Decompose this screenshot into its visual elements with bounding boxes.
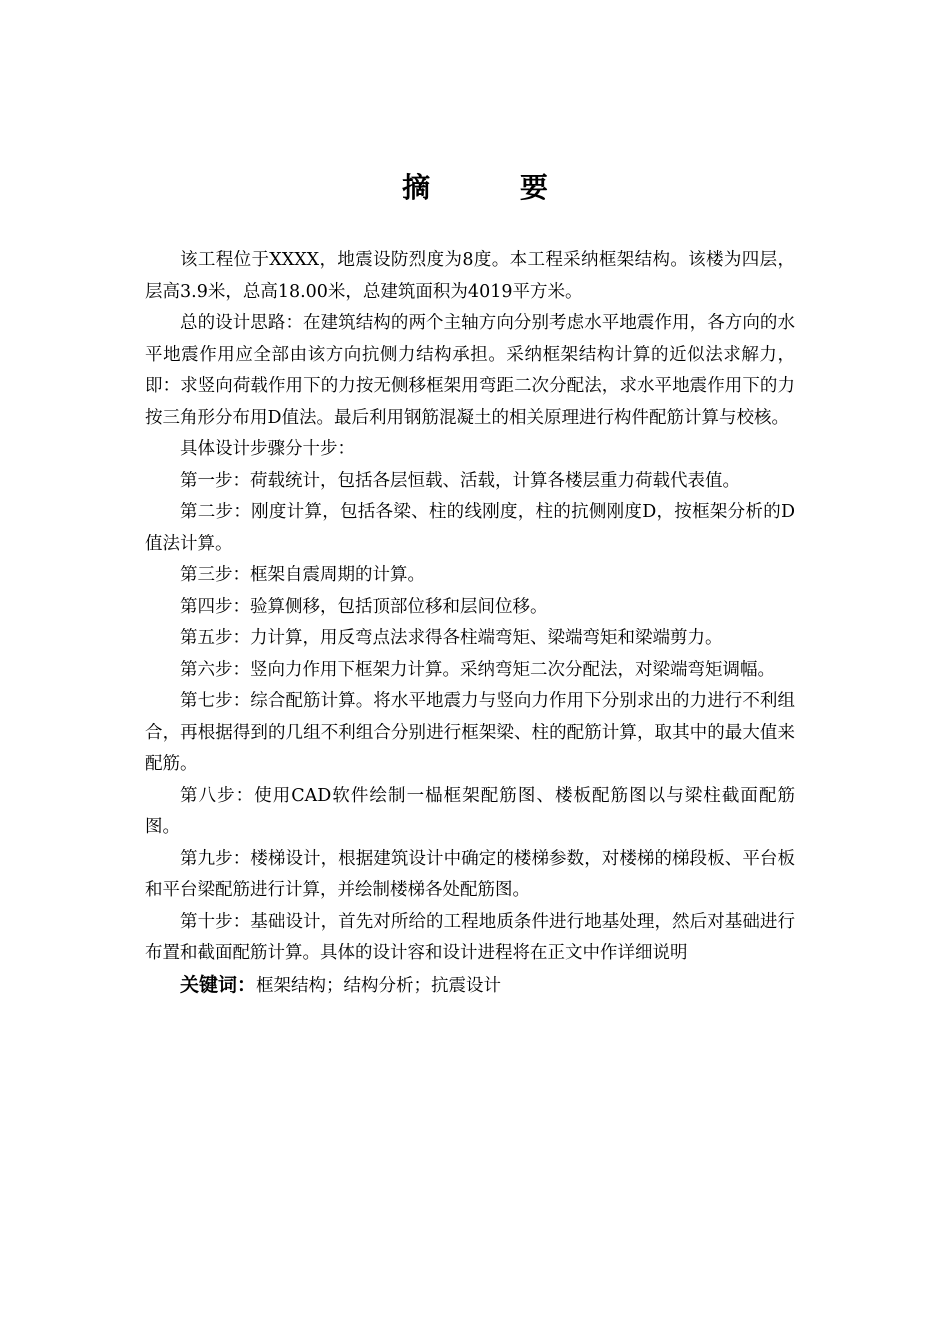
abstract-body <box>145 245 795 1002</box>
paragraph-step-5: 第五步：力计算，用反弯点法求得各柱端弯矩、梁端弯矩和梁端剪力。 <box>180 628 723 648</box>
keywords-text: 框架结构；结构分析；抗震设计 <box>256 975 502 996</box>
paragraph-design-approach: 总的设计思路：在建筑结构的两个主轴方向分别考虑水平地震作用，各方向的水平地震作用应全部由该方向抗侧力结构承担。采纳框架结构计算的近似法求解力，即：求竖向荷载作用下的力按无侧移框架用弯距二次分配法，求水平地震作用下的力按三角形分布用D值法。最后利用钢筋混凝土的相关原理进行构件配筋计算与校核。 <box>145 313 795 428</box>
paragraph-step-1: 第一步：荷载统计，包括各层恒载、活载，计算各楼层重力荷载代表值。 <box>180 470 740 491</box>
keywords-label: 关键词： <box>180 973 257 996</box>
paragraph-step-9: 第九步：楼梯设计，根据建筑设计中确定的楼梯参数，对楼梯的梯段板、平台板和平台梁配筋进行计算，并绘制楼梯各处配筋图。 <box>145 848 795 900</box>
paragraph-step-8: 第八步：使用CAD软件绘制一榀框架配筋图、楼板配筋图以与梁柱截面配筋图。 <box>145 785 795 837</box>
paragraph-steps-heading: 具体设计步骤分十步： <box>180 439 355 459</box>
keywords-line <box>145 970 795 1003</box>
paragraph-intro: 该工程位于XXXX，地震设防烈度为8度。本工程采纳框架结构。该楼为四层，层高3.9米，总高18.00米，总建筑面积为4019平方米。 <box>145 250 795 302</box>
paragraph-step-4: 第四步：验算侧移，包括顶部位移和层间位移。 <box>180 596 548 617</box>
paragraph-step-2: 第二步：刚度计算，包括各梁、柱的线刚度，柱的抗侧刚度D，按框架分析的D值法计算。 <box>145 502 795 554</box>
document-title: 摘 要 <box>402 171 588 204</box>
paragraph-step-6: 第六步：竖向力作用下框架力计算。采纳弯矩二次分配法，对梁端弯矩调幅。 <box>180 659 775 680</box>
paragraph-step-3: 第三步：框架自震周期的计算。 <box>180 565 425 585</box>
paragraph-step-10: 第十步：基础设计，首先对所给的工程地质条件进行地基处理，然后对基础进行布置和截面配筋计算。具体的设计容和设计进程将在正文中作详细说明 <box>145 911 795 963</box>
paragraph-step-7: 第七步：综合配筋计算。将水平地震力与竖向力作用下分别求出的力进行不利组合，再根据得到的几组不利组合分别进行框架梁、柱的配筋计算，取其中的最大值来配筋。 <box>145 691 795 774</box>
